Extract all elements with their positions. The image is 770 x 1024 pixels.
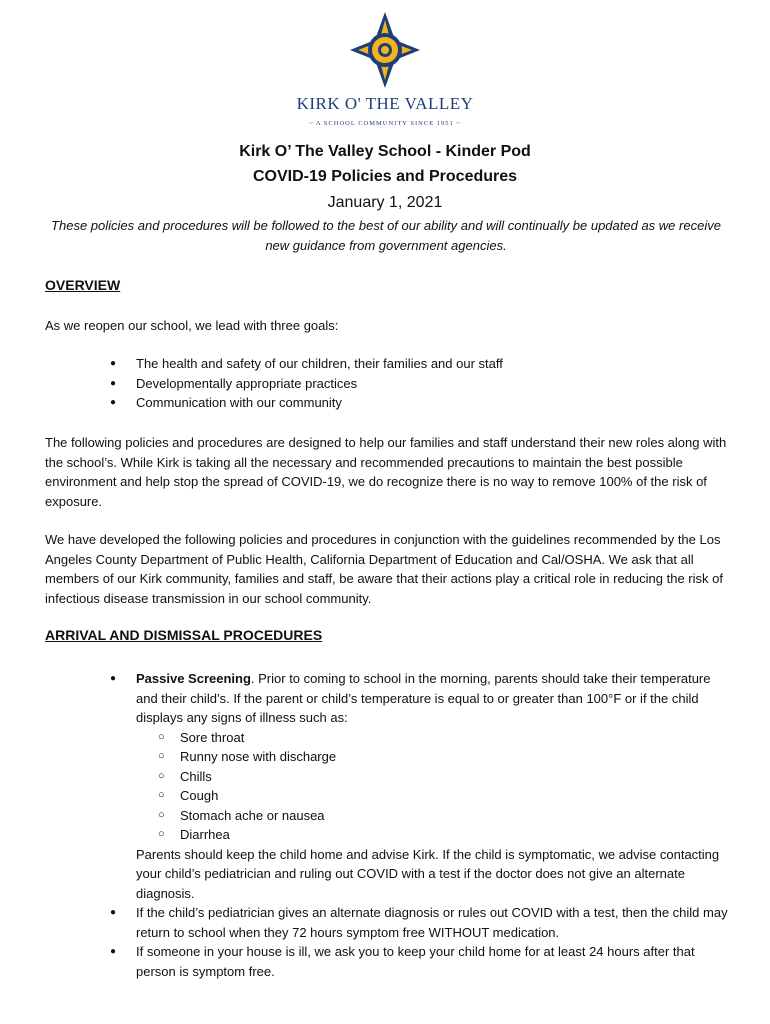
passive-screening-text: . Prior to coming to school in the morning, parents should take their temperature and their child’s. If the parent or child’s temperature is equal to or greater than 100°F or if the child displays any signs of illness such as: bbox=[136, 671, 711, 725]
passive-screening-label: Passive Screening bbox=[136, 671, 251, 686]
list-item: ● Developmentally appropriate practices bbox=[110, 374, 732, 394]
document-subtitle: COVID-19 Policies and Procedures bbox=[252, 168, 518, 185]
list-item: ○ Stomach ache or nausea bbox=[136, 806, 732, 826]
compass-star-icon bbox=[350, 12, 420, 88]
list-item: ● If someone in your house is ill, we ask you to keep your child home for at least 24 hours after that person is symptom free. bbox=[110, 942, 732, 981]
passive-screening-followup: Parents should keep the child home and advise Kirk. If the child is symptomatic, we advise contacting your child’s pediatrician and ruling out COVID with a test if the doctor does not give an alternate diagnosis. bbox=[136, 846, 720, 901]
arrival-heading: ARRIVAL AND DISMISSAL PROCEDURES bbox=[45, 627, 323, 643]
intro-note: These policies and procedures will be followed to the best of our ability and will continually be updated as we receive new guidance from government agencies. bbox=[51, 218, 721, 253]
logo-tagline: ~ A SCHOOL COMMUNITY SINCE 1951 ~ bbox=[309, 120, 461, 127]
list-item: ● If the child’s pediatrician gives an alternate diagnosis or rules out COVID with a test, then the child may return to school when they 72 hours symptom free WITHOUT medication. bbox=[110, 903, 732, 942]
document-title: Kirk O’ The Valley School - Kinder Pod bbox=[239, 143, 531, 160]
overview-heading: OVERVIEW bbox=[45, 277, 121, 293]
list-item: ○ Runny nose with discharge bbox=[136, 747, 732, 767]
list-item: ○ Cough bbox=[136, 786, 732, 806]
list-item bbox=[110, 669, 732, 903]
arrival-list bbox=[110, 669, 732, 981]
overview-paragraph-2: We have developed the following policies and procedures in conjunction with the guidelines recommended by the Los Angeles County Department of Public Health, California Department of Education and Cal/OSHA. We ask that all members of our Kirk community, families and staff, be aware that their actions play a critical role in reducing the risk of infectious disease transmission in our school community. bbox=[45, 532, 723, 606]
symptoms-list bbox=[136, 728, 732, 845]
list-item: ○ Diarrhea bbox=[136, 825, 732, 845]
school-logo bbox=[0, 12, 770, 127]
overview-lead: As we reopen our school, we lead with three goals: bbox=[45, 318, 339, 333]
document-date: January 1, 2021 bbox=[327, 194, 443, 211]
list-item: ○ Sore throat bbox=[136, 728, 732, 748]
logo-wordmark: KIRK O' THE VALLEY bbox=[296, 94, 474, 113]
list-item: ● Communication with our community bbox=[110, 393, 732, 413]
goals-list bbox=[110, 354, 732, 413]
list-item: ● The health and safety of our children, their families and our staff bbox=[110, 354, 732, 374]
overview-paragraph-1: The following policies and procedures are designed to help our families and staff understand their new roles along with the school’s. While Kirk is taking all the necessary and recommended precautions to maintain the best possible environment and help stop the spread of COVID-19, we do recognize there is no way to remove 100% of the risk of exposure. bbox=[45, 435, 727, 509]
list-item: ○ Chills bbox=[136, 767, 732, 787]
